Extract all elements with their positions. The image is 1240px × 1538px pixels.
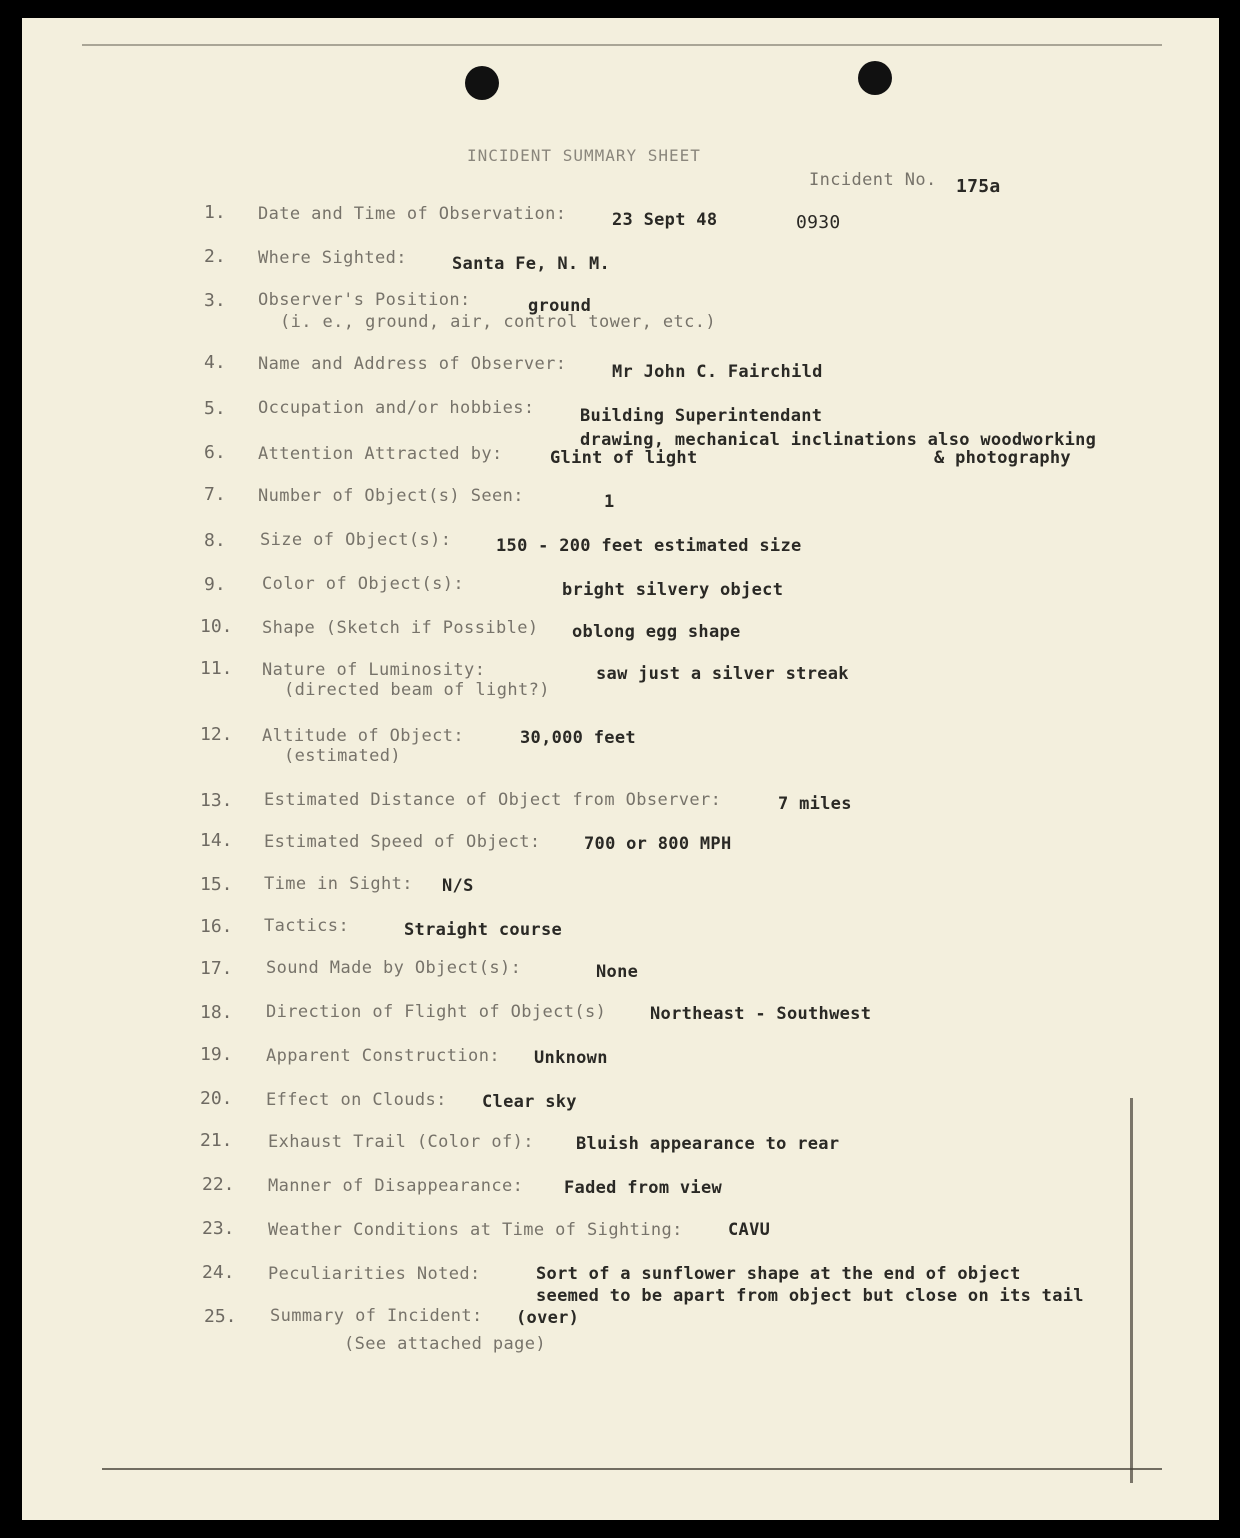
item-value: Santa Fe, N. M. [452,254,611,274]
item-number: 14. [200,830,233,851]
item-value: Faded from view [564,1178,723,1198]
item-sublabel: (directed beam of light?) [284,680,550,700]
item-number: 17. [200,958,233,979]
item-label: Nature of Luminosity: [262,660,486,680]
item-value: 1 [604,492,615,512]
item-number: 22. [202,1174,235,1195]
top-rule [82,44,1162,46]
item-sublabel: (estimated) [284,746,401,766]
right-margin-rule [1130,1098,1133,1483]
item-label: Tactics: [264,916,350,936]
item-value: Bluish appearance to rear [576,1134,840,1154]
item-label: Apparent Construction: [266,1046,500,1066]
form-title: INCIDENT SUMMARY SHEET [467,146,701,165]
item-number: 12. [200,724,233,745]
item-value: 23 Sept 48 [612,210,718,230]
item-label: Color of Object(s): [262,574,465,594]
item-label: Time in Sight: [264,874,413,894]
item-number: 13. [200,790,233,811]
item-label: Where Sighted: [258,248,407,268]
item-sublabel: (See attached page) [344,1334,547,1354]
bottom-rule [102,1468,1162,1470]
item-number: 15. [200,874,233,895]
item-value: ground [528,296,592,316]
item-label: Shape (Sketch if Possible) [262,618,539,638]
item-label: Sound Made by Object(s): [266,958,522,978]
item-number: 2. [204,246,226,267]
item-number: 16. [200,916,233,937]
item-label: Occupation and/or hobbies: [258,398,535,418]
item-value: oblong egg shape [572,622,741,642]
item-value: Straight course [404,920,563,940]
item-label: Number of Object(s) Seen: [258,486,524,506]
item-value: 150 - 200 feet estimated size [496,536,802,556]
item-label: Attention Attracted by: [258,444,503,464]
item-value-secondary: seemed to be apart from object but close on its tail [536,1286,1084,1306]
item-number: 23. [202,1218,235,1239]
item-number: 25. [204,1306,237,1327]
item-value: Mr John C. Fairchild [612,362,823,382]
item-label: Date and Time of Observation: [258,204,567,224]
item-value: 30,000 feet [520,728,636,748]
item-label: Manner of Disappearance: [268,1176,524,1196]
item-label: Effect on Clouds: [266,1090,447,1110]
item-label: Peculiarities Noted: [268,1264,481,1284]
item-value: 700 or 800 MPH [584,834,732,854]
punch-hole-left [465,66,499,100]
item-value-secondary: 0930 [796,212,841,233]
item-label: Size of Object(s): [260,530,452,550]
item-number: 9. [204,574,226,595]
item-value: Unknown [534,1048,608,1068]
item-number: 19. [200,1044,233,1065]
item-value: (over) [516,1308,580,1328]
item-number: 4. [204,352,226,373]
item-value: None [596,962,639,982]
incident-number-value: 175a [956,176,1001,197]
item-value: Clear sky [482,1092,577,1112]
item-number: 24. [202,1262,235,1283]
item-sublabel: (i. e., ground, air, control tower, etc.) [280,312,717,332]
item-label: Exhaust Trail (Color of): [268,1132,534,1152]
item-label: Observer's Position: [258,290,471,310]
item-value: CAVU [728,1220,771,1240]
item-value: N/S [442,876,474,896]
item-value: saw just a silver streak [596,664,849,684]
document-page [22,18,1219,1520]
item-value: Glint of light [550,448,698,468]
item-number: 6. [204,442,226,463]
item-label: Summary of Incident: [270,1306,483,1326]
item-number: 10. [200,616,233,637]
item-label: Direction of Flight of Object(s) [266,1002,607,1022]
item-value: Building Superintendant [580,406,823,426]
item-number: 11. [200,658,233,679]
item-label: Name and Address of Observer: [258,354,567,374]
item-number: 18. [200,1002,233,1023]
item-label: Estimated Speed of Object: [264,832,541,852]
item-number: 21. [200,1130,233,1151]
item-value: Sort of a sunflower shape at the end of object [536,1264,1021,1284]
item-label: Altitude of Object: [262,726,465,746]
item-number: 1. [204,202,226,223]
incident-number-label: Incident No. [809,170,937,190]
item-value-tertiary: & photography [934,448,1071,468]
item-number: 3. [204,290,226,311]
item-value: bright silvery object [562,580,784,600]
item-value-secondary: drawing, mechanical inclinations also woodworking [580,430,1097,450]
item-value: Northeast - Southwest [650,1004,872,1024]
item-label: Estimated Distance of Object from Observer: [264,790,722,810]
item-number: 5. [204,398,226,419]
item-number: 20. [200,1088,233,1109]
item-value: 7 miles [778,794,852,814]
punch-hole-right [858,61,892,95]
item-number: 8. [204,530,226,551]
item-number: 7. [204,484,226,505]
item-label: Weather Conditions at Time of Sighting: [268,1220,683,1240]
